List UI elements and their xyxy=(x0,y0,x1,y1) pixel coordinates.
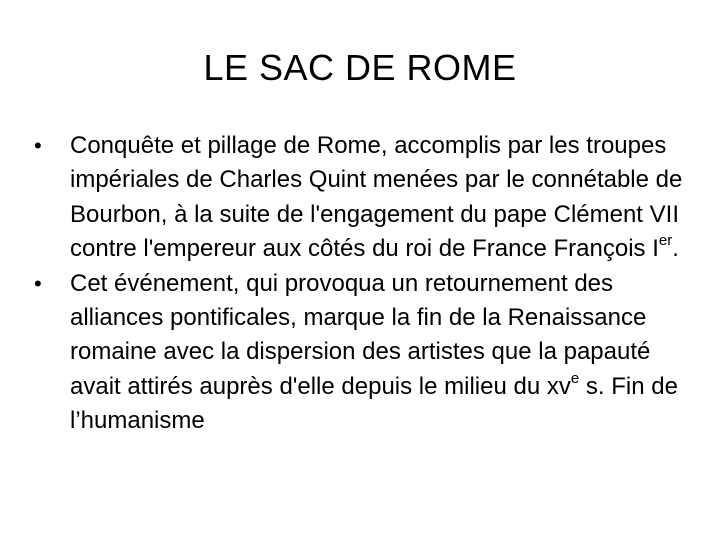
bullet-tail: . xyxy=(672,235,679,263)
superscript: e xyxy=(570,369,580,387)
bullet-item xyxy=(34,267,694,439)
bullet-marker: • xyxy=(34,270,42,296)
bullet-list xyxy=(34,129,694,439)
bullet-marker: • xyxy=(34,133,42,158)
superscript: er xyxy=(658,232,673,250)
bullet-tail: s. Fin de l’humanisme xyxy=(70,372,678,435)
bullet-text: Cet événement, qui provoqua un retournement des alliances pontificales, marque la fin de la Renaissance romaine avec la dispersion des artistes que la papauté avait attirés auprès d'elle depuis le milieu du xv xyxy=(70,269,651,400)
bullet-text: Conquête et pillage de Rome, accomplis par les troupes impériales de Charles Quint menées par le connétable de Bourbon, à la suite de l'engagement du pape Clément VII contre l'empereur aux côtés du roi de France François I xyxy=(70,132,683,263)
bullet-item xyxy=(34,129,694,267)
slide-title: LE SAC DE ROME xyxy=(203,47,517,88)
